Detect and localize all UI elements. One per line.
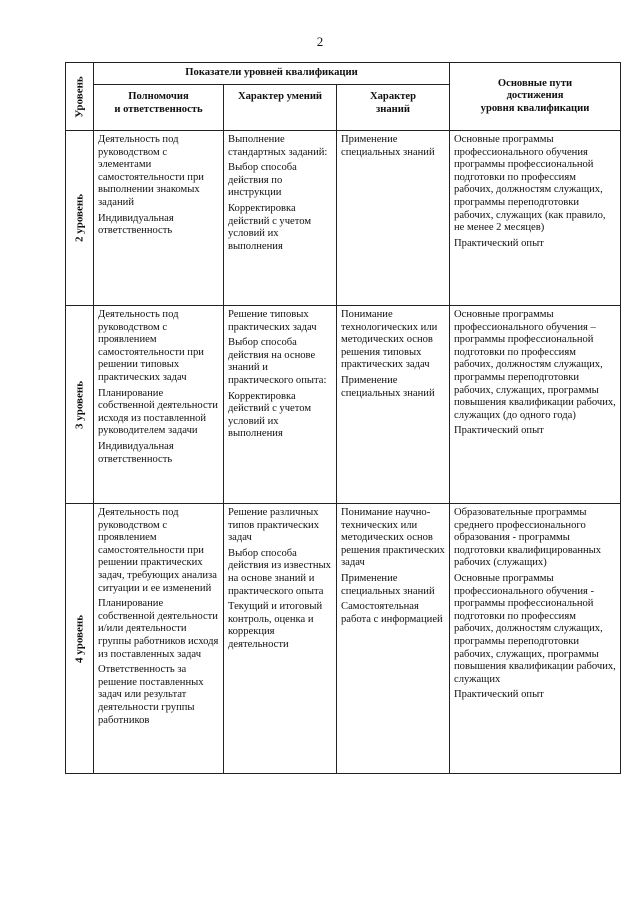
table-row: [66, 306, 621, 504]
level-cell: 3 уровень: [66, 306, 94, 504]
paths-column-header: Основные пути достижения уровня квалификации: [450, 63, 621, 131]
knowledge-cell: Применение специальных знаний: [337, 131, 450, 306]
skills-cell: Решение различных типов практических задач Выбор способа действия из известных на основе знаний и практического опыта Текущий и итоговый контроль, оценка и коррекция деятельности: [224, 504, 337, 774]
authority-cell: Деятельность под руководством с проявлением самостоятельности при решении типовых практических задач Планирование собственной деятельности исходя из поставленной руководителем задачи Индивидуальная ответственность: [94, 306, 224, 504]
level-cell: 4 уровень: [66, 504, 94, 774]
skills-column-header: Характер умений: [224, 85, 337, 131]
table-row: [66, 504, 621, 774]
table-row: [66, 131, 621, 306]
level-column-header: Уровень: [66, 63, 94, 131]
authority-column-header: Полномочия и ответственность: [94, 85, 224, 131]
knowledge-cell: Понимание научно-технических или методических основ решения практических задач Применение специальных знаний Самостоятельная работа с информацией: [337, 504, 450, 774]
level-cell: 2 уровень: [66, 131, 94, 306]
skills-cell: Решение типовых практических задач Выбор способа действия на основе знаний и практического опыта: Корректировка действий с учетом условий их выполнения: [224, 306, 337, 504]
qualification-levels-table: [65, 62, 621, 774]
authority-cell: Деятельность под руководством с элементами самостоятельности при выполнении знакомых заданий Индивидуальная ответственность: [94, 131, 224, 306]
authority-cell: Деятельность под руководством с проявлением самостоятельности при решении практических задач, требующих анализа ситуации и ее изменений Планирование собственной деятельности и/или деятельности группы работников исходя из поставленных задач Ответственность за решение поставленных задач или результат деятельности группы работников: [94, 504, 224, 774]
indicators-header: Показатели уровней квалификации: [94, 63, 450, 85]
skills-cell: Выполнение стандартных заданий: Выбор способа действия по инструкции Корректировка действий с учетом условий их выполнения: [224, 131, 337, 306]
paths-cell: Основные программы профессионального обучения – программы профессиональной подготовки по профессиям рабочих, должностям служащих, программы переподготовки рабочих, служащих, программы повышения квалификации рабочих, служащих (до одного года) Практический опыт: [450, 306, 621, 504]
page-number: 2: [316, 34, 324, 49]
knowledge-cell: Понимание технологических или методических основ решения типовых практических задач Применение специальных знаний: [337, 306, 450, 504]
paths-cell: Основные программы профессионального обучения программы профессиональной подготовки по профессиям рабочих, должностям служащих, программы переподготовки рабочих, служащих (как правило, не менее 2 месяцев) Практический опыт: [450, 131, 621, 306]
paths-cell: Образовательные программы среднего профессионального образования - программы подготовки квалифицированных рабочих (служащих) Основные программы профессионального обучения - программы профессиональной подготовки по профессиям рабочих, должностям служащих, программы переподготовки рабочих, служащих, программы повышения квалификации рабочих, служащих Практический опыт: [450, 504, 621, 774]
knowledge-column-header: Характер знаний: [337, 85, 450, 131]
